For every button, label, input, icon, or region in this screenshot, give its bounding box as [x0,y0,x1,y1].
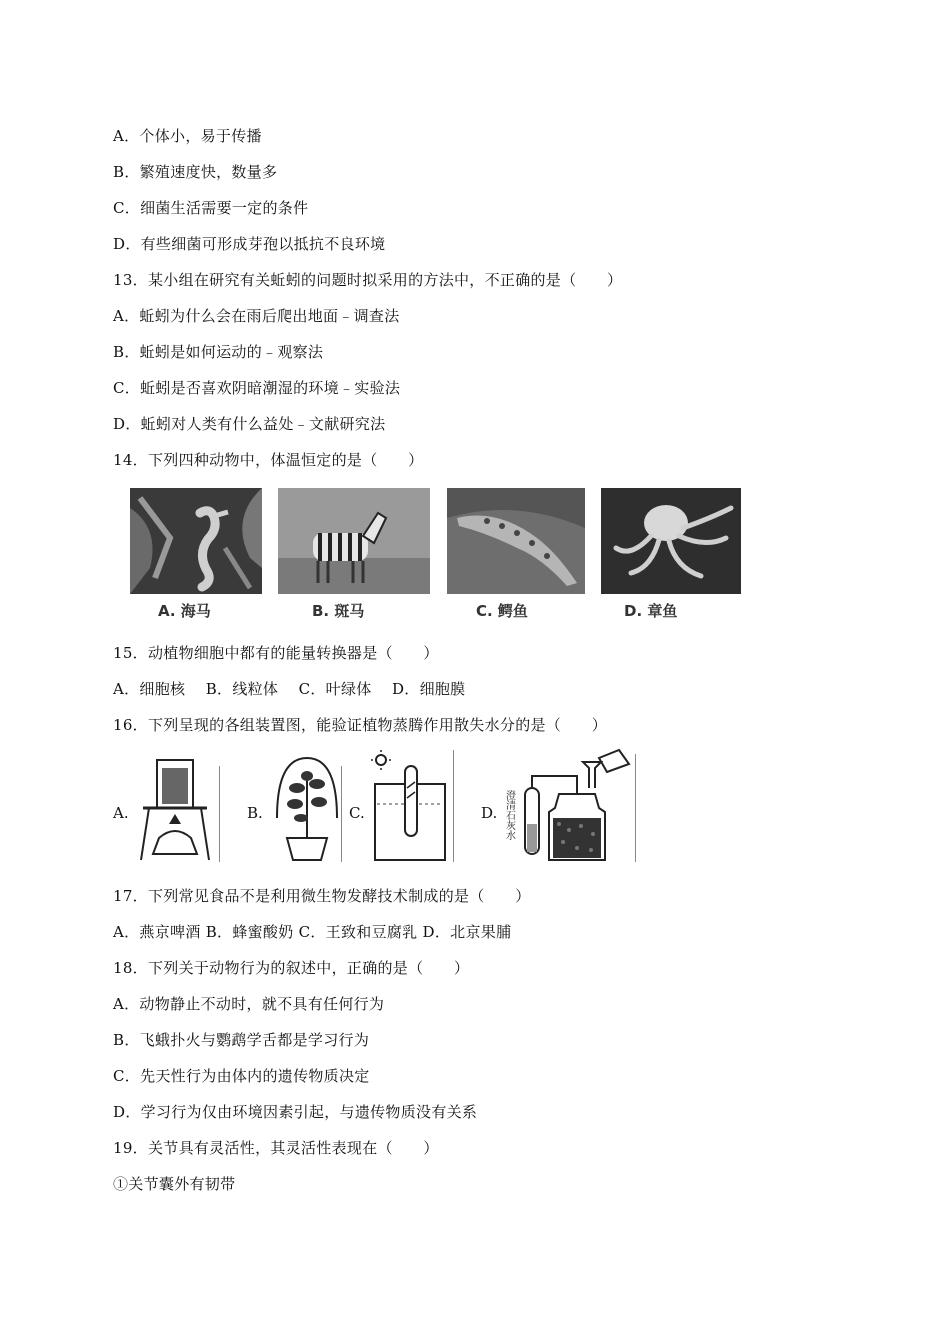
caption-b: B. 斑马 [312,602,365,620]
apparatus-c-water-test-tube [369,748,455,864]
figure-label-a: A. [113,804,129,822]
q17-options: A．燕京啤酒 B．蜂蜜酸奶 C．王致和豆腐乳 D．北京果脯 [113,923,512,941]
q13-option-c: C．蚯蚓是否喜欢阴暗潮湿的环境﹣实验法 [113,379,401,397]
q19-stem: 19．关节具有灵活性，其灵活性表现在（ ） [113,1139,439,1157]
q19-item-1: ①关节囊外有韧带 [113,1175,236,1193]
q13-option-d: D．蚯蚓对人类有什么益处﹣文献研究法 [113,415,386,433]
zebra-photo [278,488,430,594]
caption-a: A. 海马 [158,602,211,620]
q18-option-d: D．学习行为仅由环境因素引起，与遗传物质没有关系 [113,1103,478,1121]
q18-stem: 18．下列关于动物行为的叙述中，正确的是（ ） [113,959,470,977]
q18-option-b: B．飞蛾扑火与鹦鹉学舌都是学习行为 [113,1031,370,1049]
q12-option-a: A．个体小，易于传播 [113,127,262,145]
q13-stem: 13．某小组在研究有关蚯蚓的问题时拟采用的方法中，不正确的是（ ） [113,271,623,289]
caption-c: C. 鳄鱼 [476,602,528,620]
caption-d: D. 章鱼 [624,602,678,620]
octopus-photo [601,488,741,594]
apparatus-d-limewater-bottle [503,748,637,864]
apparatus-a-heated-beaker [135,748,221,864]
q13-option-a: A．蚯蚓为什么会在雨后爬出地面﹣调查法 [113,307,400,325]
q15-options: A．细胞核 B．线粒体 C．叶绿体 D．细胞膜 [113,680,466,698]
q12-option-c: C．细菌生活需要一定的条件 [113,199,309,217]
apparatus-b-bell-jar-plant [271,748,343,864]
q17-stem: 17．下列常见食品不是利用微生物发酵技术制成的是（ ） [113,887,531,905]
q14-stem: 14．下列四种动物中，体温恒定的是（ ） [113,451,424,469]
q12-option-d: D．有些细菌可形成芽孢以抵抗不良环境 [113,235,386,253]
figure-label-d: D. [481,804,498,822]
figure-label-c: C. [349,804,365,822]
q18-option-a: A．动物静止不动时，就不具有任何行为 [113,995,385,1013]
q16-apparatus-figures [113,748,653,866]
q18-option-c: C．先天性行为由体内的遗传物质决定 [113,1067,370,1085]
figure-label-b: B. [247,804,263,822]
q15-stem: 15．动植物细胞中都有的能量转换器是（ ） [113,644,439,662]
crocodile-photo [447,488,585,594]
q13-option-b: B．蚯蚓是如何运动的﹣观察法 [113,343,324,361]
q12-option-b: B．繁殖速度快，数量多 [113,163,278,181]
limewater-label: 澄清石灰水 [503,790,515,840]
q14-animal-photos [130,488,742,624]
q16-stem: 16．下列呈现的各组装置图，能验证植物蒸腾作用散失水分的是（ ） [113,716,607,734]
seahorse-photo [130,488,262,594]
